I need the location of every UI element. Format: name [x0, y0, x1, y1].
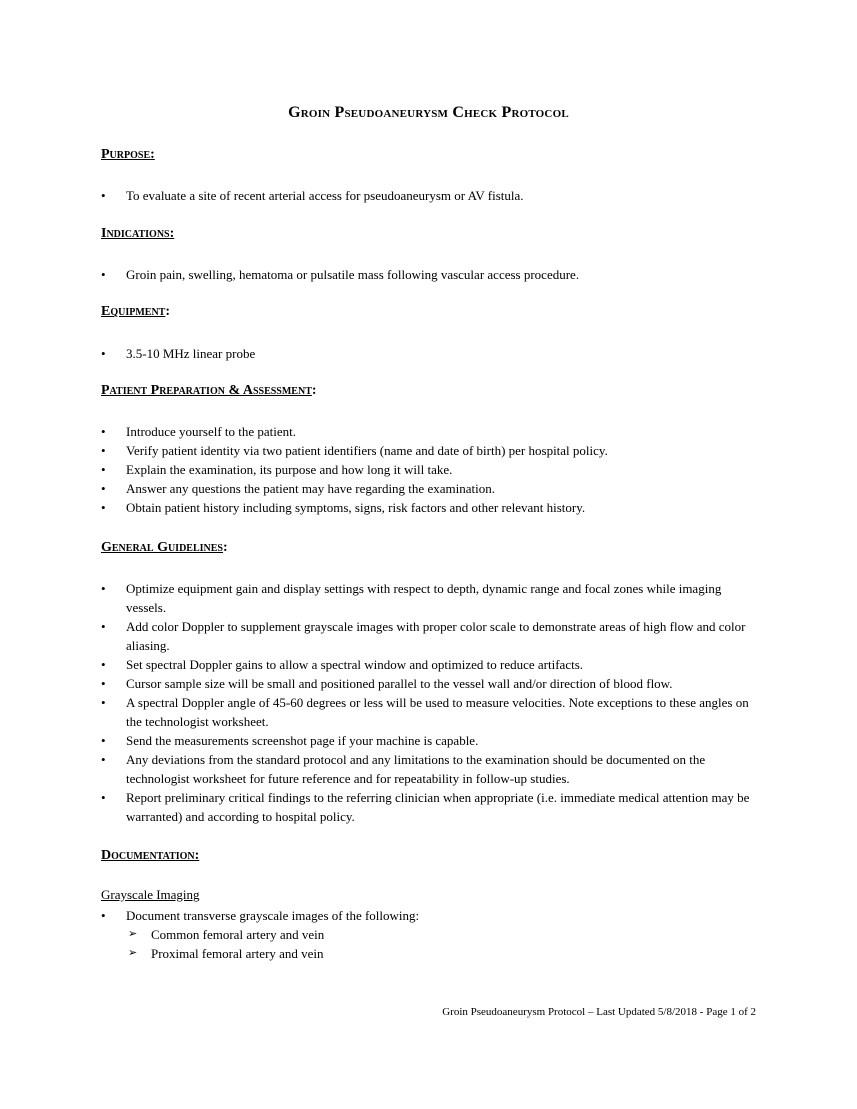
list-item: ➢ Proximal femoral artery and vein [128, 946, 324, 961]
arrow-bullet-icon: ➢ [128, 928, 138, 940]
purpose-list [101, 186, 761, 205]
list-item: • Cursor sample size will be small and positioned parallel to the vessel wall and/or direction of blood flow. [101, 676, 673, 691]
grayscale-imaging-subheading: Grayscale Imaging [101, 887, 200, 902]
general-guidelines-list [101, 579, 761, 826]
list-item: • Any deviations from the standard protocol and any limitations to the examination should be documented on the technologist worksheet for future reference and for repeatability in follow-up studies. [101, 752, 706, 786]
list-item: • Set spectral Doppler gains to allow a spectral window and optimized to reduce artifacts. [101, 657, 584, 672]
arrow-bullet-icon: ➢ [128, 947, 138, 959]
purpose-heading: Purpose: [101, 147, 155, 162]
list-item: • Document transverse grayscale images of the following: [101, 908, 420, 923]
documentation-heading: Documentation: [101, 848, 200, 863]
documentation-sublist [128, 925, 324, 963]
indications-list [101, 265, 761, 284]
documentation-list [101, 906, 761, 925]
equipment-heading: Equipment: [101, 304, 171, 319]
list-item: • Report preliminary critical findings to the referring clinician when appropriate (i.e. immediate medical attention may be warranted) and according to hospital policy. [101, 790, 750, 824]
list-item: • Verify patient identity via two patient identifiers (name and date of birth) per hospital policy. [101, 443, 608, 458]
list-item: • Obtain patient history including symptoms, signs, risk factors and other relevant history. [101, 500, 586, 515]
list-item: • Add color Doppler to supplement grayscale images with proper color scale to demonstrate areas of high flow and color aliasing. [101, 619, 746, 653]
general-guidelines-heading: General Guidelines: [101, 540, 228, 555]
list-item: • A spectral Doppler angle of 45-60 degrees or less will be used to measure velocities. Note exceptions to these angles on the technologist worksheet. [101, 695, 749, 729]
list-item: • Introduce yourself to the patient. [101, 424, 297, 439]
page-title: Groin Pseudoaneurysm Check Protocol [288, 104, 569, 121]
list-item: • Groin pain, swelling, hematoma or pulsatile mass following vascular access procedure. [101, 267, 580, 282]
indications-heading: Indications: [101, 226, 175, 241]
patient-preparation-list [101, 422, 761, 517]
list-item: • Optimize equipment gain and display settings with respect to depth, dynamic range and focal zones while imaging vessels. [101, 581, 722, 615]
list-item: • Explain the examination, its purpose and how long it will take. [101, 462, 453, 477]
equipment-list [101, 344, 761, 363]
list-item: • To evaluate a site of recent arterial access for pseudoaneurysm or AV fistula. [101, 188, 524, 203]
list-item: • Send the measurements screenshot page if your machine is capable. [101, 733, 479, 748]
list-item: • 3.5-10 MHz linear probe [101, 346, 256, 361]
list-item: ➢ Common femoral artery and vein [128, 927, 325, 942]
page-footer: Groin Pseudoaneurysm Protocol – Last Updated 5/8/2018 - Page 1 of 2 [442, 1006, 756, 1018]
list-item: • Answer any questions the patient may have regarding the examination. [101, 481, 495, 496]
patient-preparation-heading: Patient Preparation & Assessment: [101, 383, 317, 398]
